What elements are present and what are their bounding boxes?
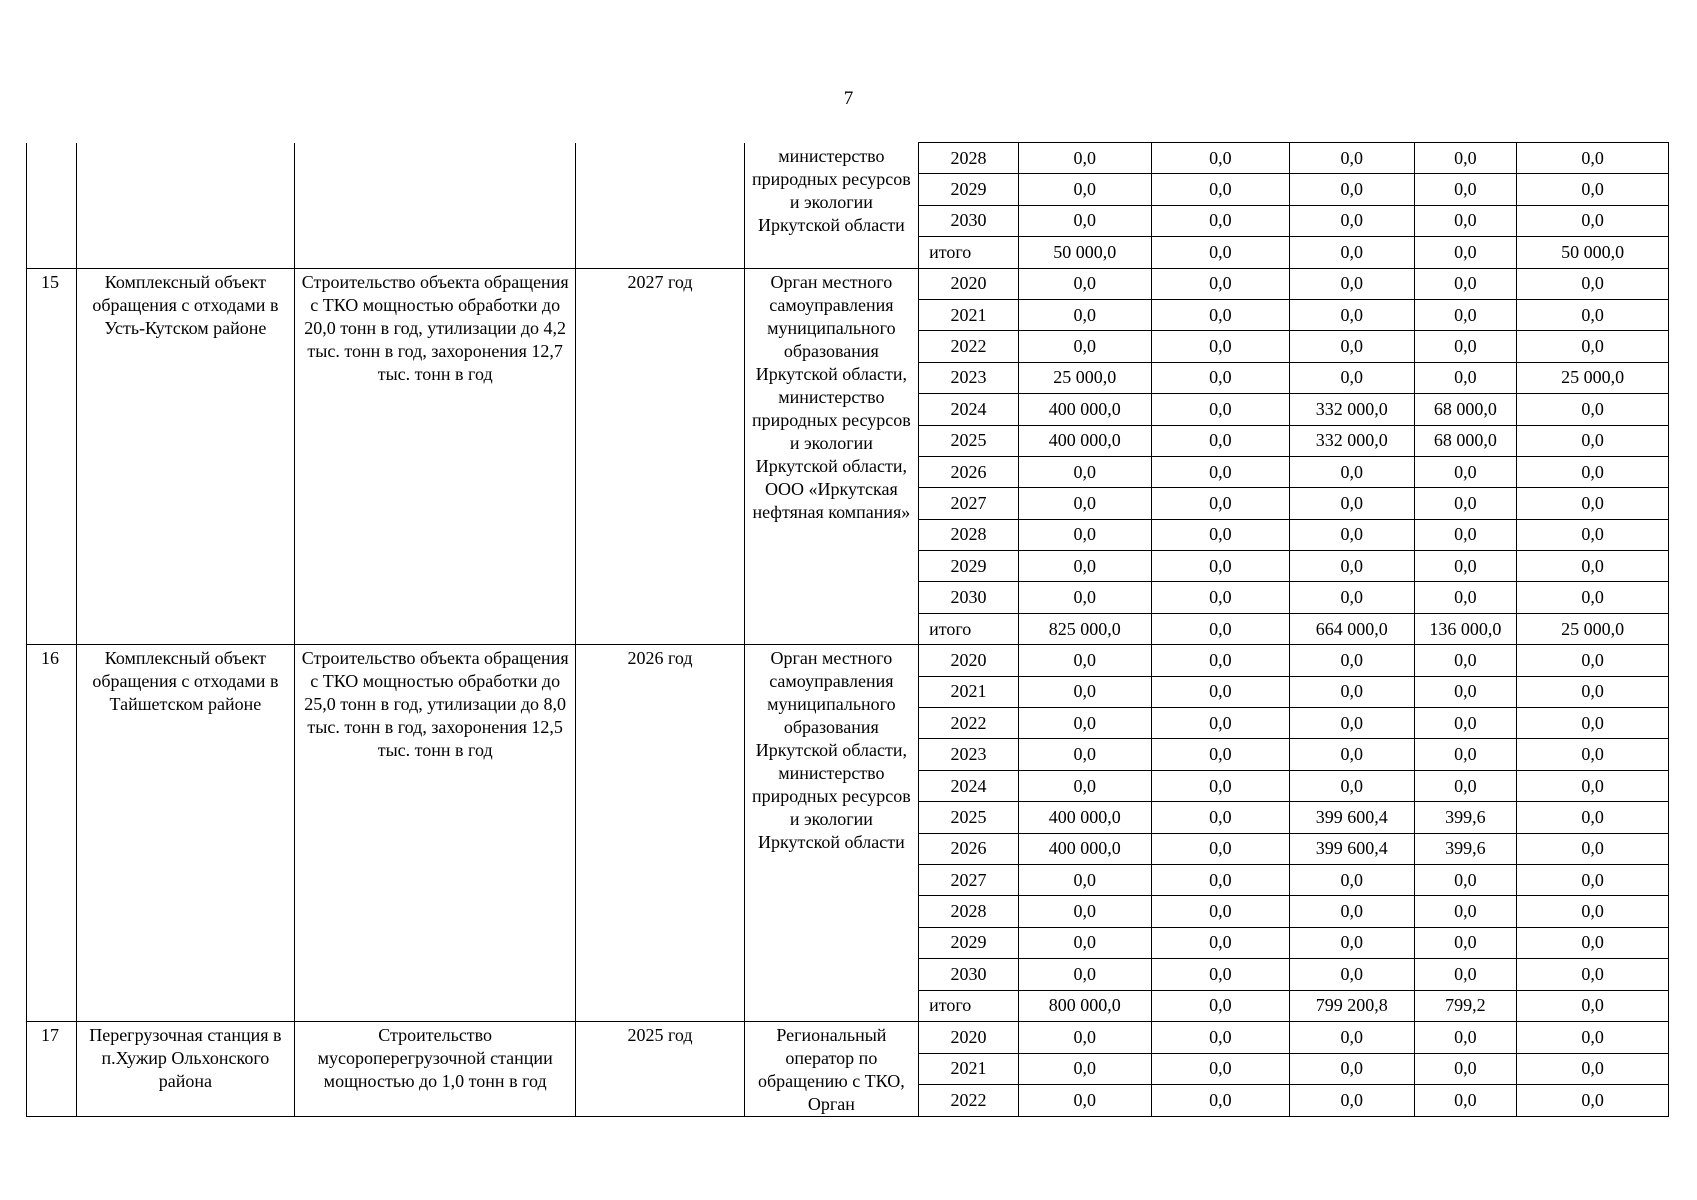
table-row bbox=[27, 268, 1669, 299]
amount-cell-5: 0,0 bbox=[1517, 676, 1669, 707]
amount-cell-1: 400 000,0 bbox=[1018, 394, 1151, 425]
total-label: итого bbox=[919, 237, 1019, 268]
amount-cell-5: 0,0 bbox=[1517, 174, 1669, 205]
year-cell: 2028 bbox=[919, 143, 1019, 174]
amount-cell-3: 399 600,4 bbox=[1289, 802, 1414, 833]
table-row bbox=[27, 143, 1669, 174]
project-deadline: 2027 год bbox=[576, 268, 744, 645]
num-cell bbox=[27, 143, 77, 269]
table-body bbox=[27, 143, 1669, 1117]
amount-cell-4: 0,0 bbox=[1414, 864, 1517, 895]
amount-cell-1: 0,0 bbox=[1018, 299, 1151, 330]
amount-cell-1: 0,0 bbox=[1018, 268, 1151, 299]
year-cell: 2029 bbox=[919, 551, 1019, 582]
amount-cell-4: 0,0 bbox=[1414, 519, 1517, 550]
year-cell: 2025 bbox=[919, 802, 1019, 833]
amount-cell-1: 0,0 bbox=[1018, 174, 1151, 205]
amount-cell-4: 0,0 bbox=[1414, 205, 1517, 236]
amount-cell-1: 0,0 bbox=[1018, 519, 1151, 550]
amount-cell-5: 0,0 bbox=[1517, 488, 1669, 519]
amount-cell-3: 0,0 bbox=[1289, 676, 1414, 707]
amount-cell-3: 0,0 bbox=[1289, 205, 1414, 236]
amount-cell-5: 0,0 bbox=[1517, 864, 1669, 895]
year-cell: 2026 bbox=[919, 456, 1019, 487]
amount-cell-2: 0,0 bbox=[1151, 456, 1289, 487]
amount-cell-3: 0,0 bbox=[1289, 362, 1414, 393]
amount-cell-3: 0,0 bbox=[1289, 770, 1414, 801]
amount-cell-4: 68 000,0 bbox=[1414, 394, 1517, 425]
project-responsible: Орган местного самоуправления муниципального образования Иркутской области, министерство природных ресурсов и экологии Иркутской области bbox=[744, 645, 918, 1022]
amount-cell-4: 0,0 bbox=[1414, 1053, 1517, 1085]
table-row bbox=[27, 645, 1669, 676]
year-cell: 2020 bbox=[919, 1021, 1019, 1053]
amount-cell-5: 0,0 bbox=[1517, 770, 1669, 801]
amount-cell-4: 0,0 bbox=[1414, 927, 1517, 958]
amount-cell-1: 0,0 bbox=[1018, 143, 1151, 174]
amount-cell-4: 0,0 bbox=[1414, 143, 1517, 174]
amount-cell-2: 0,0 bbox=[1151, 237, 1289, 268]
project-number: 16 bbox=[27, 645, 77, 1022]
amount-cell-5: 0,0 bbox=[1517, 394, 1669, 425]
project-name: Комплексный объект обращения с отходами в Тайшетском районе bbox=[76, 645, 294, 1022]
amount-cell-2: 0,0 bbox=[1151, 299, 1289, 330]
amount-cell-5: 0,0 bbox=[1517, 456, 1669, 487]
amount-cell-4: 0,0 bbox=[1414, 488, 1517, 519]
amount-cell-5: 0,0 bbox=[1517, 896, 1669, 927]
amount-cell-4: 0,0 bbox=[1414, 299, 1517, 330]
amount-cell-4: 0,0 bbox=[1414, 331, 1517, 362]
total-label: итого bbox=[919, 613, 1019, 644]
amount-cell-4: 0,0 bbox=[1414, 959, 1517, 990]
amount-cell-3: 664 000,0 bbox=[1289, 613, 1414, 644]
deadline-cell bbox=[576, 143, 744, 269]
amount-cell-2: 0,0 bbox=[1151, 205, 1289, 236]
amount-cell-3: 0,0 bbox=[1289, 331, 1414, 362]
amount-cell-2: 0,0 bbox=[1151, 1053, 1289, 1085]
project-description: Строительство объекта обращения с ТКО мощностью обработки до 20,0 тонн в год, утилизации до 4,2 тыс. тонн в год, захоронения 12,7 тыс. тонн в год bbox=[294, 268, 575, 645]
amount-cell-5: 50 000,0 bbox=[1517, 237, 1669, 268]
amount-cell-1: 400 000,0 bbox=[1018, 833, 1151, 864]
amount-cell-5: 0,0 bbox=[1517, 551, 1669, 582]
amount-cell-4: 0,0 bbox=[1414, 770, 1517, 801]
year-cell: 2024 bbox=[919, 770, 1019, 801]
amount-cell-4: 0,0 bbox=[1414, 268, 1517, 299]
amount-cell-2: 0,0 bbox=[1151, 990, 1289, 1021]
project-responsible: Региональный оператор по обращению с ТКО, Орган bbox=[744, 1021, 918, 1116]
amount-cell-4: 0,0 bbox=[1414, 237, 1517, 268]
year-cell: 2023 bbox=[919, 362, 1019, 393]
project-number: 15 bbox=[27, 268, 77, 645]
amount-cell-2: 0,0 bbox=[1151, 676, 1289, 707]
amount-cell-3: 0,0 bbox=[1289, 582, 1414, 613]
financing-table bbox=[26, 142, 1669, 1117]
amount-cell-1: 25 000,0 bbox=[1018, 362, 1151, 393]
amount-cell-5: 0,0 bbox=[1517, 708, 1669, 739]
year-cell: 2030 bbox=[919, 582, 1019, 613]
amount-cell-2: 0,0 bbox=[1151, 268, 1289, 299]
amount-cell-2: 0,0 bbox=[1151, 708, 1289, 739]
year-cell: 2023 bbox=[919, 739, 1019, 770]
amount-cell-4: 0,0 bbox=[1414, 1085, 1517, 1117]
amount-cell-1: 0,0 bbox=[1018, 456, 1151, 487]
amount-cell-3: 0,0 bbox=[1289, 959, 1414, 990]
amount-cell-5: 0,0 bbox=[1517, 268, 1669, 299]
year-cell: 2022 bbox=[919, 331, 1019, 362]
amount-cell-5: 0,0 bbox=[1517, 739, 1669, 770]
amount-cell-4: 0,0 bbox=[1414, 645, 1517, 676]
description-cell bbox=[294, 143, 575, 269]
amount-cell-1: 0,0 bbox=[1018, 676, 1151, 707]
amount-cell-5: 0,0 bbox=[1517, 582, 1669, 613]
amount-cell-1: 0,0 bbox=[1018, 551, 1151, 582]
amount-cell-4: 0,0 bbox=[1414, 708, 1517, 739]
year-cell: 2022 bbox=[919, 708, 1019, 739]
amount-cell-5: 25 000,0 bbox=[1517, 613, 1669, 644]
amount-cell-2: 0,0 bbox=[1151, 927, 1289, 958]
amount-cell-1: 0,0 bbox=[1018, 645, 1151, 676]
amount-cell-2: 0,0 bbox=[1151, 1085, 1289, 1117]
project-number: 17 bbox=[27, 1021, 77, 1116]
amount-cell-1: 0,0 bbox=[1018, 896, 1151, 927]
amount-cell-2: 0,0 bbox=[1151, 331, 1289, 362]
year-cell: 2029 bbox=[919, 174, 1019, 205]
year-cell: 2027 bbox=[919, 864, 1019, 895]
amount-cell-5: 25 000,0 bbox=[1517, 362, 1669, 393]
amount-cell-5: 0,0 bbox=[1517, 519, 1669, 550]
amount-cell-5: 0,0 bbox=[1517, 1021, 1669, 1053]
amount-cell-2: 0,0 bbox=[1151, 959, 1289, 990]
amount-cell-1: 0,0 bbox=[1018, 708, 1151, 739]
amount-cell-2: 0,0 bbox=[1151, 770, 1289, 801]
year-cell: 2025 bbox=[919, 425, 1019, 456]
amount-cell-1: 0,0 bbox=[1018, 488, 1151, 519]
year-cell: 2022 bbox=[919, 1085, 1019, 1117]
amount-cell-2: 0,0 bbox=[1151, 864, 1289, 895]
amount-cell-3: 0,0 bbox=[1289, 551, 1414, 582]
year-cell: 2029 bbox=[919, 927, 1019, 958]
amount-cell-2: 0,0 bbox=[1151, 896, 1289, 927]
amount-cell-2: 0,0 bbox=[1151, 362, 1289, 393]
amount-cell-5: 0,0 bbox=[1517, 833, 1669, 864]
amount-cell-3: 0,0 bbox=[1289, 896, 1414, 927]
amount-cell-3: 399 600,4 bbox=[1289, 833, 1414, 864]
amount-cell-1: 0,0 bbox=[1018, 1021, 1151, 1053]
amount-cell-2: 0,0 bbox=[1151, 613, 1289, 644]
amount-cell-4: 399,6 bbox=[1414, 802, 1517, 833]
amount-cell-4: 0,0 bbox=[1414, 551, 1517, 582]
amount-cell-1: 0,0 bbox=[1018, 959, 1151, 990]
amount-cell-2: 0,0 bbox=[1151, 582, 1289, 613]
year-cell: 2027 bbox=[919, 488, 1019, 519]
amount-cell-3: 332 000,0 bbox=[1289, 425, 1414, 456]
amount-cell-2: 0,0 bbox=[1151, 739, 1289, 770]
amount-cell-2: 0,0 bbox=[1151, 802, 1289, 833]
amount-cell-2: 0,0 bbox=[1151, 488, 1289, 519]
amount-cell-5: 0,0 bbox=[1517, 1053, 1669, 1085]
amount-cell-3: 0,0 bbox=[1289, 488, 1414, 519]
amount-cell-3: 0,0 bbox=[1289, 268, 1414, 299]
amount-cell-5: 0,0 bbox=[1517, 1085, 1669, 1117]
amount-cell-4: 0,0 bbox=[1414, 896, 1517, 927]
amount-cell-2: 0,0 bbox=[1151, 551, 1289, 582]
amount-cell-3: 0,0 bbox=[1289, 456, 1414, 487]
project-deadline: 2026 год bbox=[576, 645, 744, 1022]
amount-cell-1: 0,0 bbox=[1018, 927, 1151, 958]
amount-cell-3: 0,0 bbox=[1289, 299, 1414, 330]
year-cell: 2020 bbox=[919, 268, 1019, 299]
amount-cell-2: 0,0 bbox=[1151, 174, 1289, 205]
amount-cell-2: 0,0 bbox=[1151, 1021, 1289, 1053]
amount-cell-5: 0,0 bbox=[1517, 425, 1669, 456]
amount-cell-5: 0,0 bbox=[1517, 959, 1669, 990]
amount-cell-4: 0,0 bbox=[1414, 676, 1517, 707]
amount-cell-3: 0,0 bbox=[1289, 864, 1414, 895]
amount-cell-4: 136 000,0 bbox=[1414, 613, 1517, 644]
amount-cell-1: 800 000,0 bbox=[1018, 990, 1151, 1021]
amount-cell-2: 0,0 bbox=[1151, 425, 1289, 456]
amount-cell-3: 0,0 bbox=[1289, 1021, 1414, 1053]
amount-cell-3: 0,0 bbox=[1289, 739, 1414, 770]
amount-cell-5: 0,0 bbox=[1517, 802, 1669, 833]
amount-cell-5: 0,0 bbox=[1517, 299, 1669, 330]
year-cell: 2026 bbox=[919, 833, 1019, 864]
amount-cell-4: 799,2 bbox=[1414, 990, 1517, 1021]
amount-cell-1: 0,0 bbox=[1018, 205, 1151, 236]
responsible-cell: министерство природных ресурсов и экологии Иркутской области bbox=[744, 143, 918, 269]
amount-cell-4: 0,0 bbox=[1414, 456, 1517, 487]
amount-cell-2: 0,0 bbox=[1151, 645, 1289, 676]
year-cell: 2021 bbox=[919, 299, 1019, 330]
amount-cell-3: 0,0 bbox=[1289, 645, 1414, 676]
amount-cell-1: 0,0 bbox=[1018, 582, 1151, 613]
amount-cell-5: 0,0 bbox=[1517, 990, 1669, 1021]
amount-cell-2: 0,0 bbox=[1151, 833, 1289, 864]
amount-cell-3: 0,0 bbox=[1289, 174, 1414, 205]
amount-cell-3: 0,0 bbox=[1289, 1085, 1414, 1117]
amount-cell-3: 0,0 bbox=[1289, 927, 1414, 958]
amount-cell-4: 0,0 bbox=[1414, 582, 1517, 613]
amount-cell-3: 0,0 bbox=[1289, 1053, 1414, 1085]
year-cell: 2021 bbox=[919, 676, 1019, 707]
amount-cell-4: 68 000,0 bbox=[1414, 425, 1517, 456]
table-row bbox=[27, 1021, 1669, 1053]
year-cell: 2028 bbox=[919, 896, 1019, 927]
year-cell: 2024 bbox=[919, 394, 1019, 425]
amount-cell-3: 0,0 bbox=[1289, 237, 1414, 268]
amount-cell-3: 0,0 bbox=[1289, 143, 1414, 174]
amount-cell-1: 0,0 bbox=[1018, 739, 1151, 770]
year-cell: 2021 bbox=[919, 1053, 1019, 1085]
amount-cell-3: 0,0 bbox=[1289, 708, 1414, 739]
amount-cell-4: 0,0 bbox=[1414, 1021, 1517, 1053]
amount-cell-4: 0,0 bbox=[1414, 174, 1517, 205]
amount-cell-2: 0,0 bbox=[1151, 143, 1289, 174]
amount-cell-3: 799 200,8 bbox=[1289, 990, 1414, 1021]
amount-cell-1: 825 000,0 bbox=[1018, 613, 1151, 644]
year-cell: 2030 bbox=[919, 205, 1019, 236]
project-name: Перегрузочная станция в п.Хужир Ольхонского района bbox=[76, 1021, 294, 1116]
project-description: Строительство мусороперегрузочной станции мощностью до 1,0 тонн в год bbox=[294, 1021, 575, 1116]
amount-cell-5: 0,0 bbox=[1517, 205, 1669, 236]
amount-cell-2: 0,0 bbox=[1151, 394, 1289, 425]
amount-cell-5: 0,0 bbox=[1517, 143, 1669, 174]
amount-cell-1: 0,0 bbox=[1018, 864, 1151, 895]
amount-cell-1: 0,0 bbox=[1018, 1053, 1151, 1085]
page-number: 7 bbox=[843, 88, 854, 109]
amount-cell-5: 0,0 bbox=[1517, 927, 1669, 958]
amount-cell-1: 400 000,0 bbox=[1018, 425, 1151, 456]
amount-cell-4: 0,0 bbox=[1414, 739, 1517, 770]
amount-cell-5: 0,0 bbox=[1517, 645, 1669, 676]
amount-cell-2: 0,0 bbox=[1151, 519, 1289, 550]
project-deadline: 2025 год bbox=[576, 1021, 744, 1116]
year-cell: 2030 bbox=[919, 959, 1019, 990]
amount-cell-4: 399,6 bbox=[1414, 833, 1517, 864]
amount-cell-4: 0,0 bbox=[1414, 362, 1517, 393]
project-responsible: Орган местного самоуправления муниципального образования Иркутской области, министерство природных ресурсов и экологии Иркутской области, ООО «Иркутская нефтяная компания» bbox=[744, 268, 918, 645]
year-cell: 2020 bbox=[919, 645, 1019, 676]
amount-cell-1: 0,0 bbox=[1018, 1085, 1151, 1117]
amount-cell-3: 332 000,0 bbox=[1289, 394, 1414, 425]
total-label: итого bbox=[919, 990, 1019, 1021]
amount-cell-1: 0,0 bbox=[1018, 331, 1151, 362]
amount-cell-1: 400 000,0 bbox=[1018, 802, 1151, 833]
project-description: Строительство объекта обращения с ТКО мощностью обработки до 25,0 тонн в год, утилизации до 8,0 тыс. тонн в год, захоронения 12,5 тыс. тонн в год bbox=[294, 645, 575, 1022]
amount-cell-3: 0,0 bbox=[1289, 519, 1414, 550]
year-cell: 2028 bbox=[919, 519, 1019, 550]
name-cell bbox=[76, 143, 294, 269]
amount-cell-5: 0,0 bbox=[1517, 331, 1669, 362]
amount-cell-1: 50 000,0 bbox=[1018, 237, 1151, 268]
amount-cell-1: 0,0 bbox=[1018, 770, 1151, 801]
project-name: Комплексный объект обращения с отходами в Усть-Кутском районе bbox=[76, 268, 294, 645]
